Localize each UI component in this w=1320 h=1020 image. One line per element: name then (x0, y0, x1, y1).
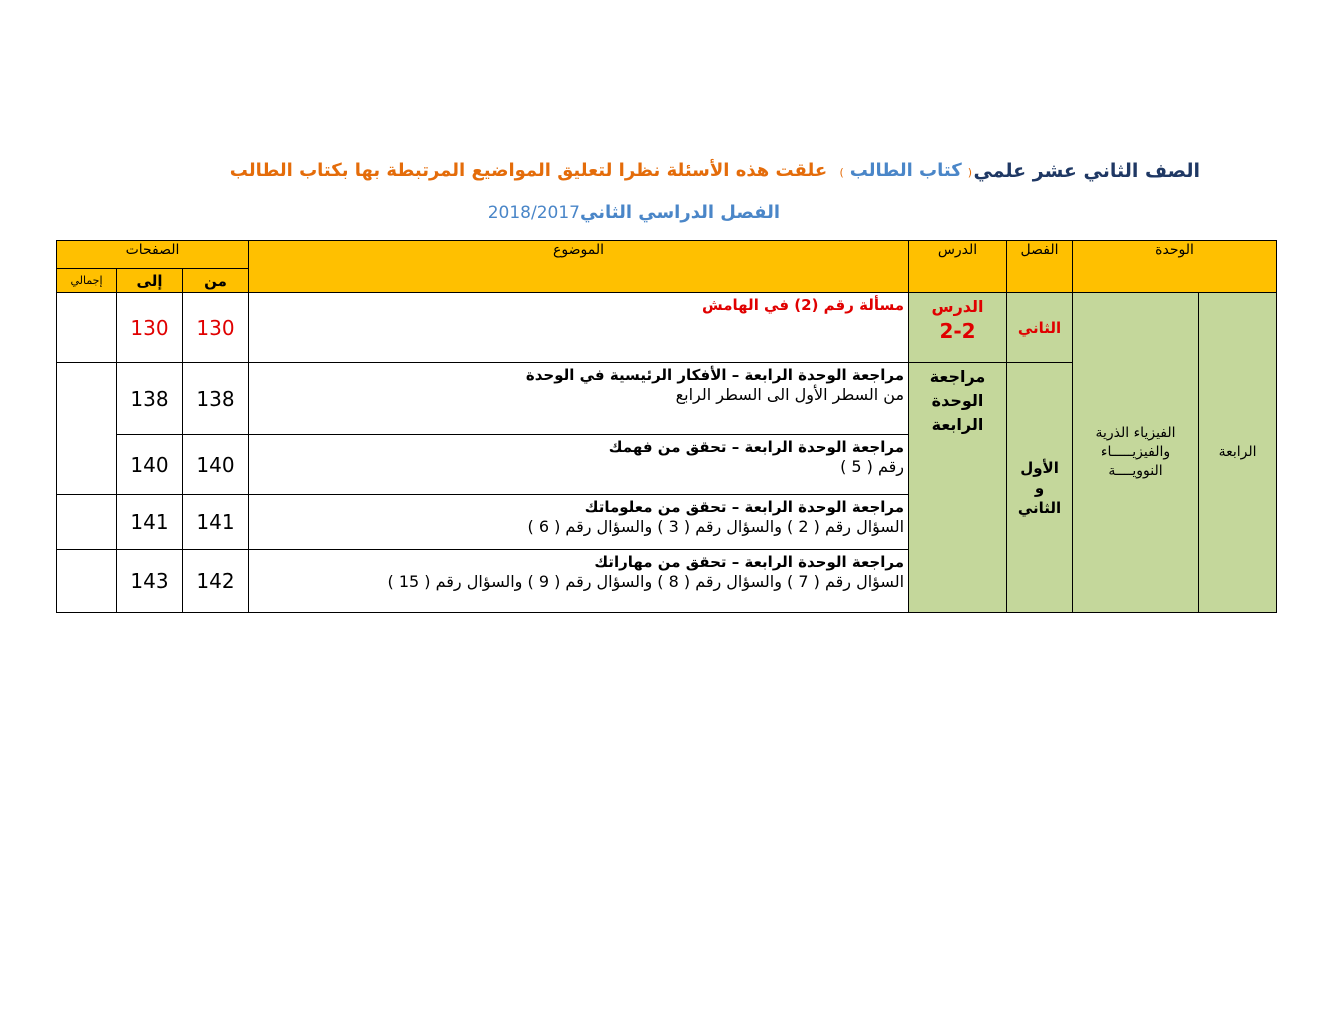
topic-title: مسألة رقم (2) في الهامش (702, 296, 905, 314)
topic-title: مراجعة الوحدة الرابعة – تحقق من مهاراتك (594, 553, 905, 571)
topic-cell (249, 495, 909, 550)
page-to: 138 (117, 363, 183, 435)
topic-detail: السؤال رقم ( 2 ) والسؤال رقم ( 3 ) والسؤال رقم ( 6 ) (527, 517, 905, 536)
page-from: 138 (183, 363, 249, 435)
page-to: 141 (117, 495, 183, 550)
topic-cell (249, 550, 909, 613)
term-title (488, 202, 780, 223)
col-chapter: الفصل (1007, 241, 1073, 293)
page-from: 141 (183, 495, 249, 550)
review-lesson-line2: الوحدة (931, 391, 984, 410)
col-from: من (183, 269, 249, 293)
suspended-questions-table (56, 240, 1277, 613)
col-total: إجمالي (57, 269, 117, 293)
note-text: علقت هذه الأسئلة نظرا لتعليق المواضيع المرتبطة بها بكتاب الطالب (229, 160, 828, 181)
chapter-cell: الثاني (1007, 293, 1073, 363)
review-chapter-line2: و (1034, 478, 1045, 497)
review-lesson-line1: مراجعة (929, 367, 986, 386)
topic-title: مراجعة الوحدة الرابعة – الأفكار الرئيسية في الوحدة (525, 366, 905, 384)
term-label: الفصل الدراسي الثاني (580, 202, 780, 223)
page-from: 130 (183, 293, 249, 363)
lesson-cell (909, 293, 1007, 363)
topic-cell (249, 293, 909, 363)
review-lesson-cell (909, 363, 1007, 613)
review-lesson-line3: الرابعة (931, 415, 984, 434)
page-total (57, 363, 117, 495)
page-total (57, 293, 117, 363)
topic-title: مراجعة الوحدة الرابعة – تحقق من معلوماتك (584, 498, 905, 516)
page-from: 140 (183, 435, 249, 495)
suspension-note: (كتاب الطالب) علقت هذه الأسئلة نظرا لتعليق المواضيع المرتبطة بها بكتاب الطالب (229, 160, 972, 181)
lesson-label: الدرس (931, 297, 984, 316)
topic-detail: من السطر الأول الى السطر الرابع (675, 385, 905, 404)
page-total (57, 495, 117, 550)
col-unit: الوحدة (1073, 241, 1277, 293)
topic-detail: السؤال رقم ( 7 ) والسؤال رقم ( 8 ) والسؤال رقم ( 9 ) والسؤال رقم ( 15 ) (387, 572, 905, 591)
topic-cell (249, 435, 909, 495)
page-to: 140 (117, 435, 183, 495)
col-to: إلى (117, 269, 183, 293)
review-chapter-line1: الأول (1020, 458, 1059, 477)
topic-detail: رقم ( 5 ) (840, 457, 905, 476)
page-total (57, 550, 117, 613)
note-prefix: كتاب الطالب (849, 160, 962, 181)
review-chapter-line3: الثاني (1017, 498, 1062, 517)
lesson-number: 2-2 (939, 319, 976, 343)
page-to: 143 (117, 550, 183, 613)
table-row (57, 293, 1277, 363)
page-from: 142 (183, 550, 249, 613)
academic-year: 2018/2017 (487, 203, 580, 223)
unit-number: الرابعة (1199, 293, 1277, 613)
col-pages: الصفحات (57, 241, 249, 269)
topic-title: مراجعة الوحدة الرابعة – تحقق من فهمك (608, 438, 905, 456)
unit-name: الفيزياء الذرية والفيزيـــــاء النوويــــة (1073, 293, 1199, 613)
col-topic: الموضوع (249, 241, 909, 293)
page-to: 130 (117, 293, 183, 363)
col-lesson: الدرس (909, 241, 1007, 293)
grade-title: الصف الثاني عشر علمي (973, 160, 1200, 182)
topic-cell (249, 363, 909, 435)
table-header-row (57, 241, 1277, 269)
review-chapter-cell (1007, 363, 1073, 613)
